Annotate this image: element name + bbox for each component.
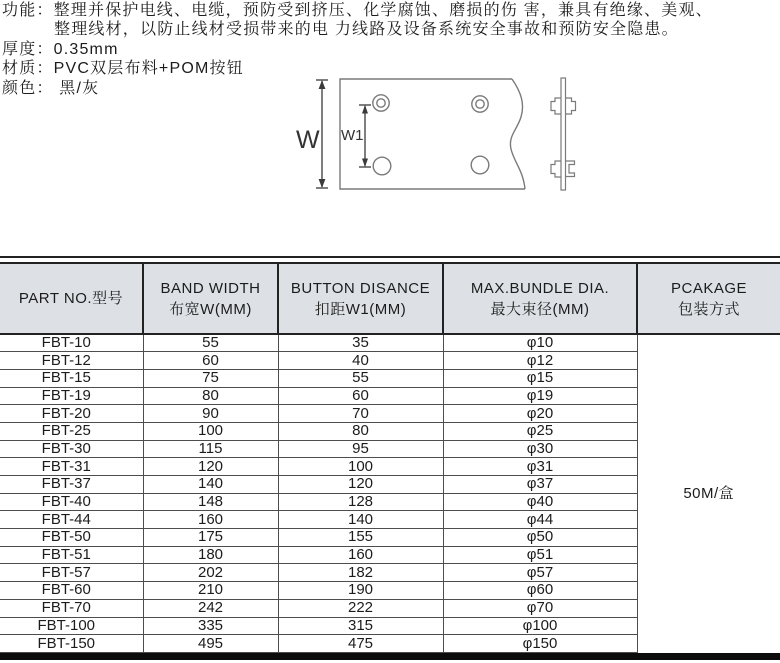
cell-button-distance: 95 [278, 440, 443, 458]
cell-band-width: 120 [143, 458, 278, 476]
cell-bundle-dia: φ31 [443, 458, 637, 476]
column-header-band-width [143, 263, 278, 334]
cell-button-distance: 40 [278, 352, 443, 370]
cell-part-no: FBT-12 [0, 352, 143, 370]
cell-bundle-dia: φ37 [443, 476, 637, 494]
table-row [0, 334, 780, 352]
cell-button-distance: 222 [278, 599, 443, 617]
cell-part-no: FBT-44 [0, 511, 143, 529]
column-header-max-bundle-dia [443, 263, 637, 334]
column-header-package-zh: 包装方式 [677, 300, 740, 318]
column-header-max-bundle-dia-en: MAX.BUNDLE DIA. [470, 279, 610, 297]
dimension-diagram [290, 68, 590, 208]
cell-bundle-dia: φ51 [443, 546, 637, 564]
button-top-left-inner [377, 99, 385, 107]
table-top-rule [0, 256, 780, 258]
column-header-package [637, 263, 780, 334]
cell-bundle-dia: φ20 [443, 405, 637, 423]
cell-band-width: 175 [143, 529, 278, 547]
table-body [0, 334, 780, 652]
side-button-top-left [551, 98, 561, 114]
cell-bundle-dia: φ10 [443, 334, 637, 352]
side-button-top-right [566, 98, 576, 114]
cell-part-no: FBT-15 [0, 369, 143, 387]
button-top-left-outer [373, 95, 389, 111]
cell-button-distance: 60 [278, 387, 443, 405]
cell-button-distance: 128 [278, 493, 443, 511]
column-header-button-distance-zh: 扣距W1(MM) [314, 300, 407, 318]
cell-button-distance: 190 [278, 582, 443, 600]
table-header-row [0, 263, 780, 334]
cell-band-width: 180 [143, 546, 278, 564]
hole-bottom-right [471, 156, 489, 174]
cell-bundle-dia: φ40 [443, 493, 637, 511]
cell-band-width: 75 [143, 369, 278, 387]
cell-part-no: FBT-57 [0, 564, 143, 582]
button-distance-label: W1 [341, 127, 364, 144]
cell-part-no: FBT-19 [0, 387, 143, 405]
column-header-part-no [0, 263, 143, 334]
cell-band-width: 90 [143, 405, 278, 423]
column-header-button-distance-en: BUTTON DISANCE [290, 279, 431, 297]
width-label: W [296, 126, 320, 154]
cell-button-distance: 160 [278, 546, 443, 564]
cell-part-no: FBT-50 [0, 529, 143, 547]
cell-band-width: 202 [143, 564, 278, 582]
cell-button-distance: 70 [278, 405, 443, 423]
cell-part-no: FBT-37 [0, 476, 143, 494]
cell-part-no: FBT-25 [0, 422, 143, 440]
cell-band-width: 242 [143, 599, 278, 617]
cell-band-width: 495 [143, 635, 278, 653]
cell-band-width: 140 [143, 476, 278, 494]
cell-band-width: 335 [143, 617, 278, 635]
cell-band-width: 160 [143, 511, 278, 529]
package-cell: 50M/盒 [637, 334, 780, 652]
column-header-band-width-zh: 布宽W(MM) [169, 300, 252, 318]
cell-button-distance: 155 [278, 529, 443, 547]
column-header-package-en: PCAKAGE [670, 279, 748, 297]
cell-bundle-dia: φ150 [443, 635, 637, 653]
cell-part-no: FBT-60 [0, 582, 143, 600]
cell-band-width: 148 [143, 493, 278, 511]
cell-bundle-dia: φ30 [443, 440, 637, 458]
cell-bundle-dia: φ25 [443, 422, 637, 440]
description-line-material: 材质：PVC双层布料+POM按钮 [2, 60, 244, 78]
band-outline [340, 79, 525, 189]
cell-button-distance: 475 [278, 635, 443, 653]
band-diagram-svg [290, 68, 590, 208]
cell-part-no: FBT-40 [0, 493, 143, 511]
column-header-max-bundle-dia-zh: 最大束径(MM) [490, 300, 590, 318]
cell-part-no: FBT-150 [0, 635, 143, 653]
button-top-right-inner [476, 100, 484, 108]
band-torn-edge [510, 79, 525, 189]
description-line-function: 功能：整理并保护电线、电缆，预防受到挤压、化学腐蚀、磨损的伤 害，兼具有绝缘、美观、 [2, 2, 713, 19]
description-line-function-2: 整理线材，以防止线材受损带来的电 力线路及设备系统安全事故和预防安全隐患。 [54, 21, 679, 39]
cell-button-distance: 182 [278, 564, 443, 582]
cell-button-distance: 55 [278, 369, 443, 387]
cell-bundle-dia: φ12 [443, 352, 637, 370]
side-socket-bottom-right [566, 161, 575, 177]
table-bottom-bar [0, 653, 780, 660]
column-header-button-distance [278, 263, 443, 334]
column-header-part-no-label: PART NO.型号 [18, 290, 124, 307]
hole-bottom-left [373, 157, 391, 175]
cell-bundle-dia: φ60 [443, 582, 637, 600]
cell-part-no: FBT-51 [0, 546, 143, 564]
cell-part-no: FBT-31 [0, 458, 143, 476]
cell-button-distance: 100 [278, 458, 443, 476]
cell-part-no: FBT-100 [0, 617, 143, 635]
band-front-view [340, 79, 525, 189]
band-side-view [551, 78, 576, 190]
cell-band-width: 100 [143, 422, 278, 440]
cell-part-no: FBT-10 [0, 334, 143, 352]
cell-part-no: FBT-30 [0, 440, 143, 458]
cell-bundle-dia: φ15 [443, 369, 637, 387]
side-button-bottom-left [551, 161, 561, 177]
cell-bundle-dia: φ70 [443, 599, 637, 617]
cell-bundle-dia: φ44 [443, 511, 637, 529]
cell-band-width: 80 [143, 387, 278, 405]
spec-table [0, 262, 780, 653]
cell-button-distance: 140 [278, 511, 443, 529]
description-line-color: 颜色： 黑/灰 [2, 79, 100, 97]
cell-part-no: FBT-70 [0, 599, 143, 617]
cell-button-distance: 80 [278, 422, 443, 440]
cell-band-width: 115 [143, 440, 278, 458]
cell-band-width: 60 [143, 352, 278, 370]
cell-button-distance: 35 [278, 334, 443, 352]
description-line-thickness: 厚度：0.35mm [2, 40, 119, 58]
side-strip [561, 78, 566, 190]
column-header-band-width-en: BAND WIDTH [160, 279, 261, 297]
cell-button-distance: 315 [278, 617, 443, 635]
cell-part-no: FBT-20 [0, 405, 143, 423]
cell-bundle-dia: φ50 [443, 529, 637, 547]
cell-band-width: 210 [143, 582, 278, 600]
cell-band-width: 55 [143, 334, 278, 352]
cell-button-distance: 120 [278, 476, 443, 494]
cell-bundle-dia: φ100 [443, 617, 637, 635]
cell-bundle-dia: φ19 [443, 387, 637, 405]
cell-bundle-dia: φ57 [443, 564, 637, 582]
button-top-right-outer [472, 96, 488, 112]
